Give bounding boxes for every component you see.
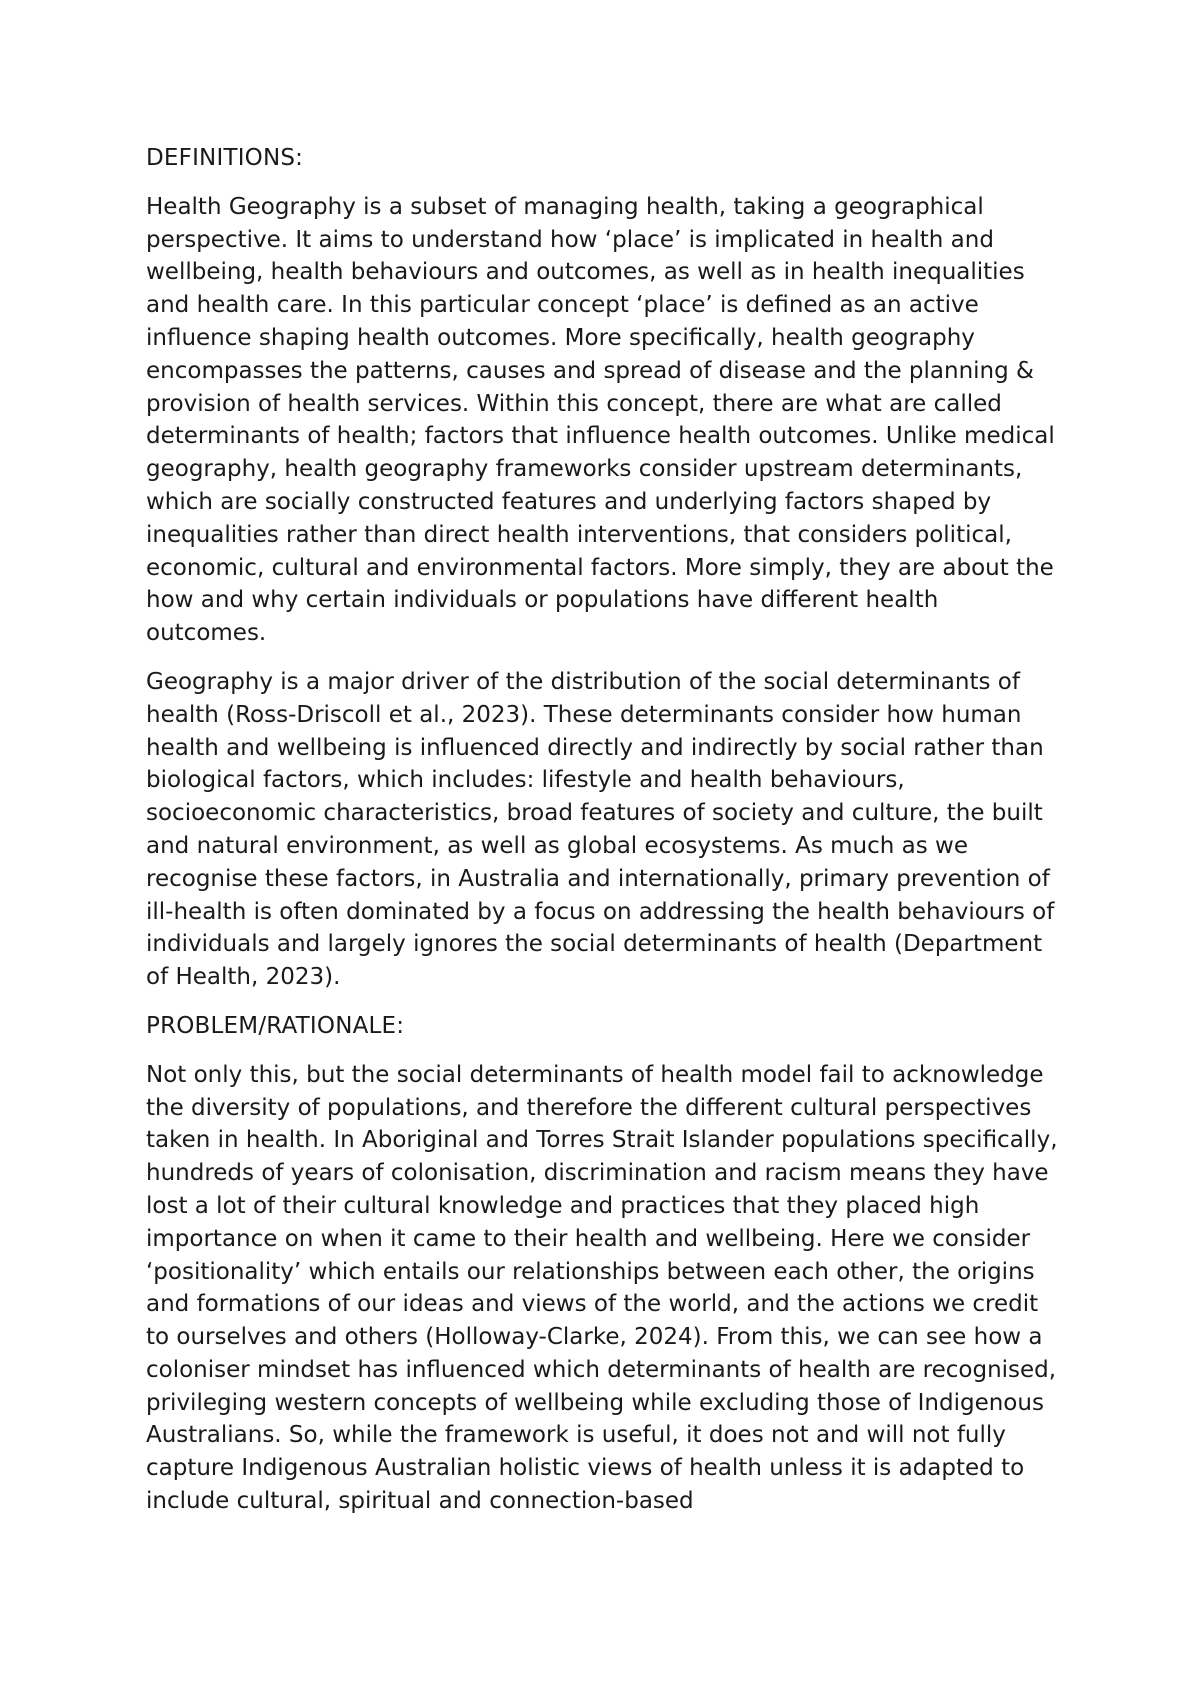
- paragraph-health-geography: Health Geography is a subset of managing health, taking a geographical perspective. It aims to understand how ‘place’ is implicated in health and wellbeing, health behaviours and outcomes, as well as in health inequalities and health care. In this particular concept ‘place’ is defined as an active influence shaping health outcomes. More specifically, health geography encompasses the patterns, causes and spread of disease and the planning & provision of health services. Within this concept, there are what are called determinants of health; factors that influence health outcomes. Unlike medical geography, health geography frameworks consider upstream determinants, which are socially constructed features and underlying factors shaped by inequalities rather than direct health interventions, that considers political, economic, cultural and environmental factors. More simply, they are about the how and why certain individuals or populations have different health outcomes.: [146, 193, 1055, 647]
- problem-rationale-heading: PROBLEM/RATIONALE:: [146, 1012, 405, 1039]
- paragraph-social-determinants: Geography is a major driver of the distribution of the social determinants of health (Ross-Driscoll et al., 2023). These determinants consider how human health and wellbeing is influenced directly and indirectly by social rather than biological factors, which includes: lifestyle and health behaviours, socioeconomic characteristics, broad features of society and culture, the built and natural environment, as well as global ecosystems. As much as we recognise these factors, in Australia and internationally, primary prevention of ill-health is often dominated by a focus on addressing the health behaviours of individuals and largely ignores the social determinants of health (Department of Health, 2023).: [146, 668, 1055, 991]
- paragraph-positionality: Not only this, but the social determinants of health model fail to acknowledge the diversity of populations, and therefore the different cultural perspectives taken in health. In Aboriginal and Torres Strait Islander populations specifically, hundreds of years of colonisation, discrimination and racism means they have lost a lot of their cultural knowledge and practices that they placed high importance on when it came to their health and wellbeing. Here we consider ‘positionality’ which entails our relationships between each other, the origins and formations of our ideas and views of the world, and the actions we credit to ourselves and others (Holloway-Clarke, 2024). From this, we can see how a coloniser mindset has influenced which determinants of health are recognised, privileging western concepts of wellbeing while excluding those of Indigenous Australians. So, while the framework is useful, it does not and will not fully capture Indigenous Australian holistic views of health unless it is adapted to include cultural, spiritual and connection-based: [146, 1061, 1058, 1515]
- definitions-heading: DEFINITIONS:: [146, 145, 304, 171]
- document-body: [146, 142, 1064, 1534]
